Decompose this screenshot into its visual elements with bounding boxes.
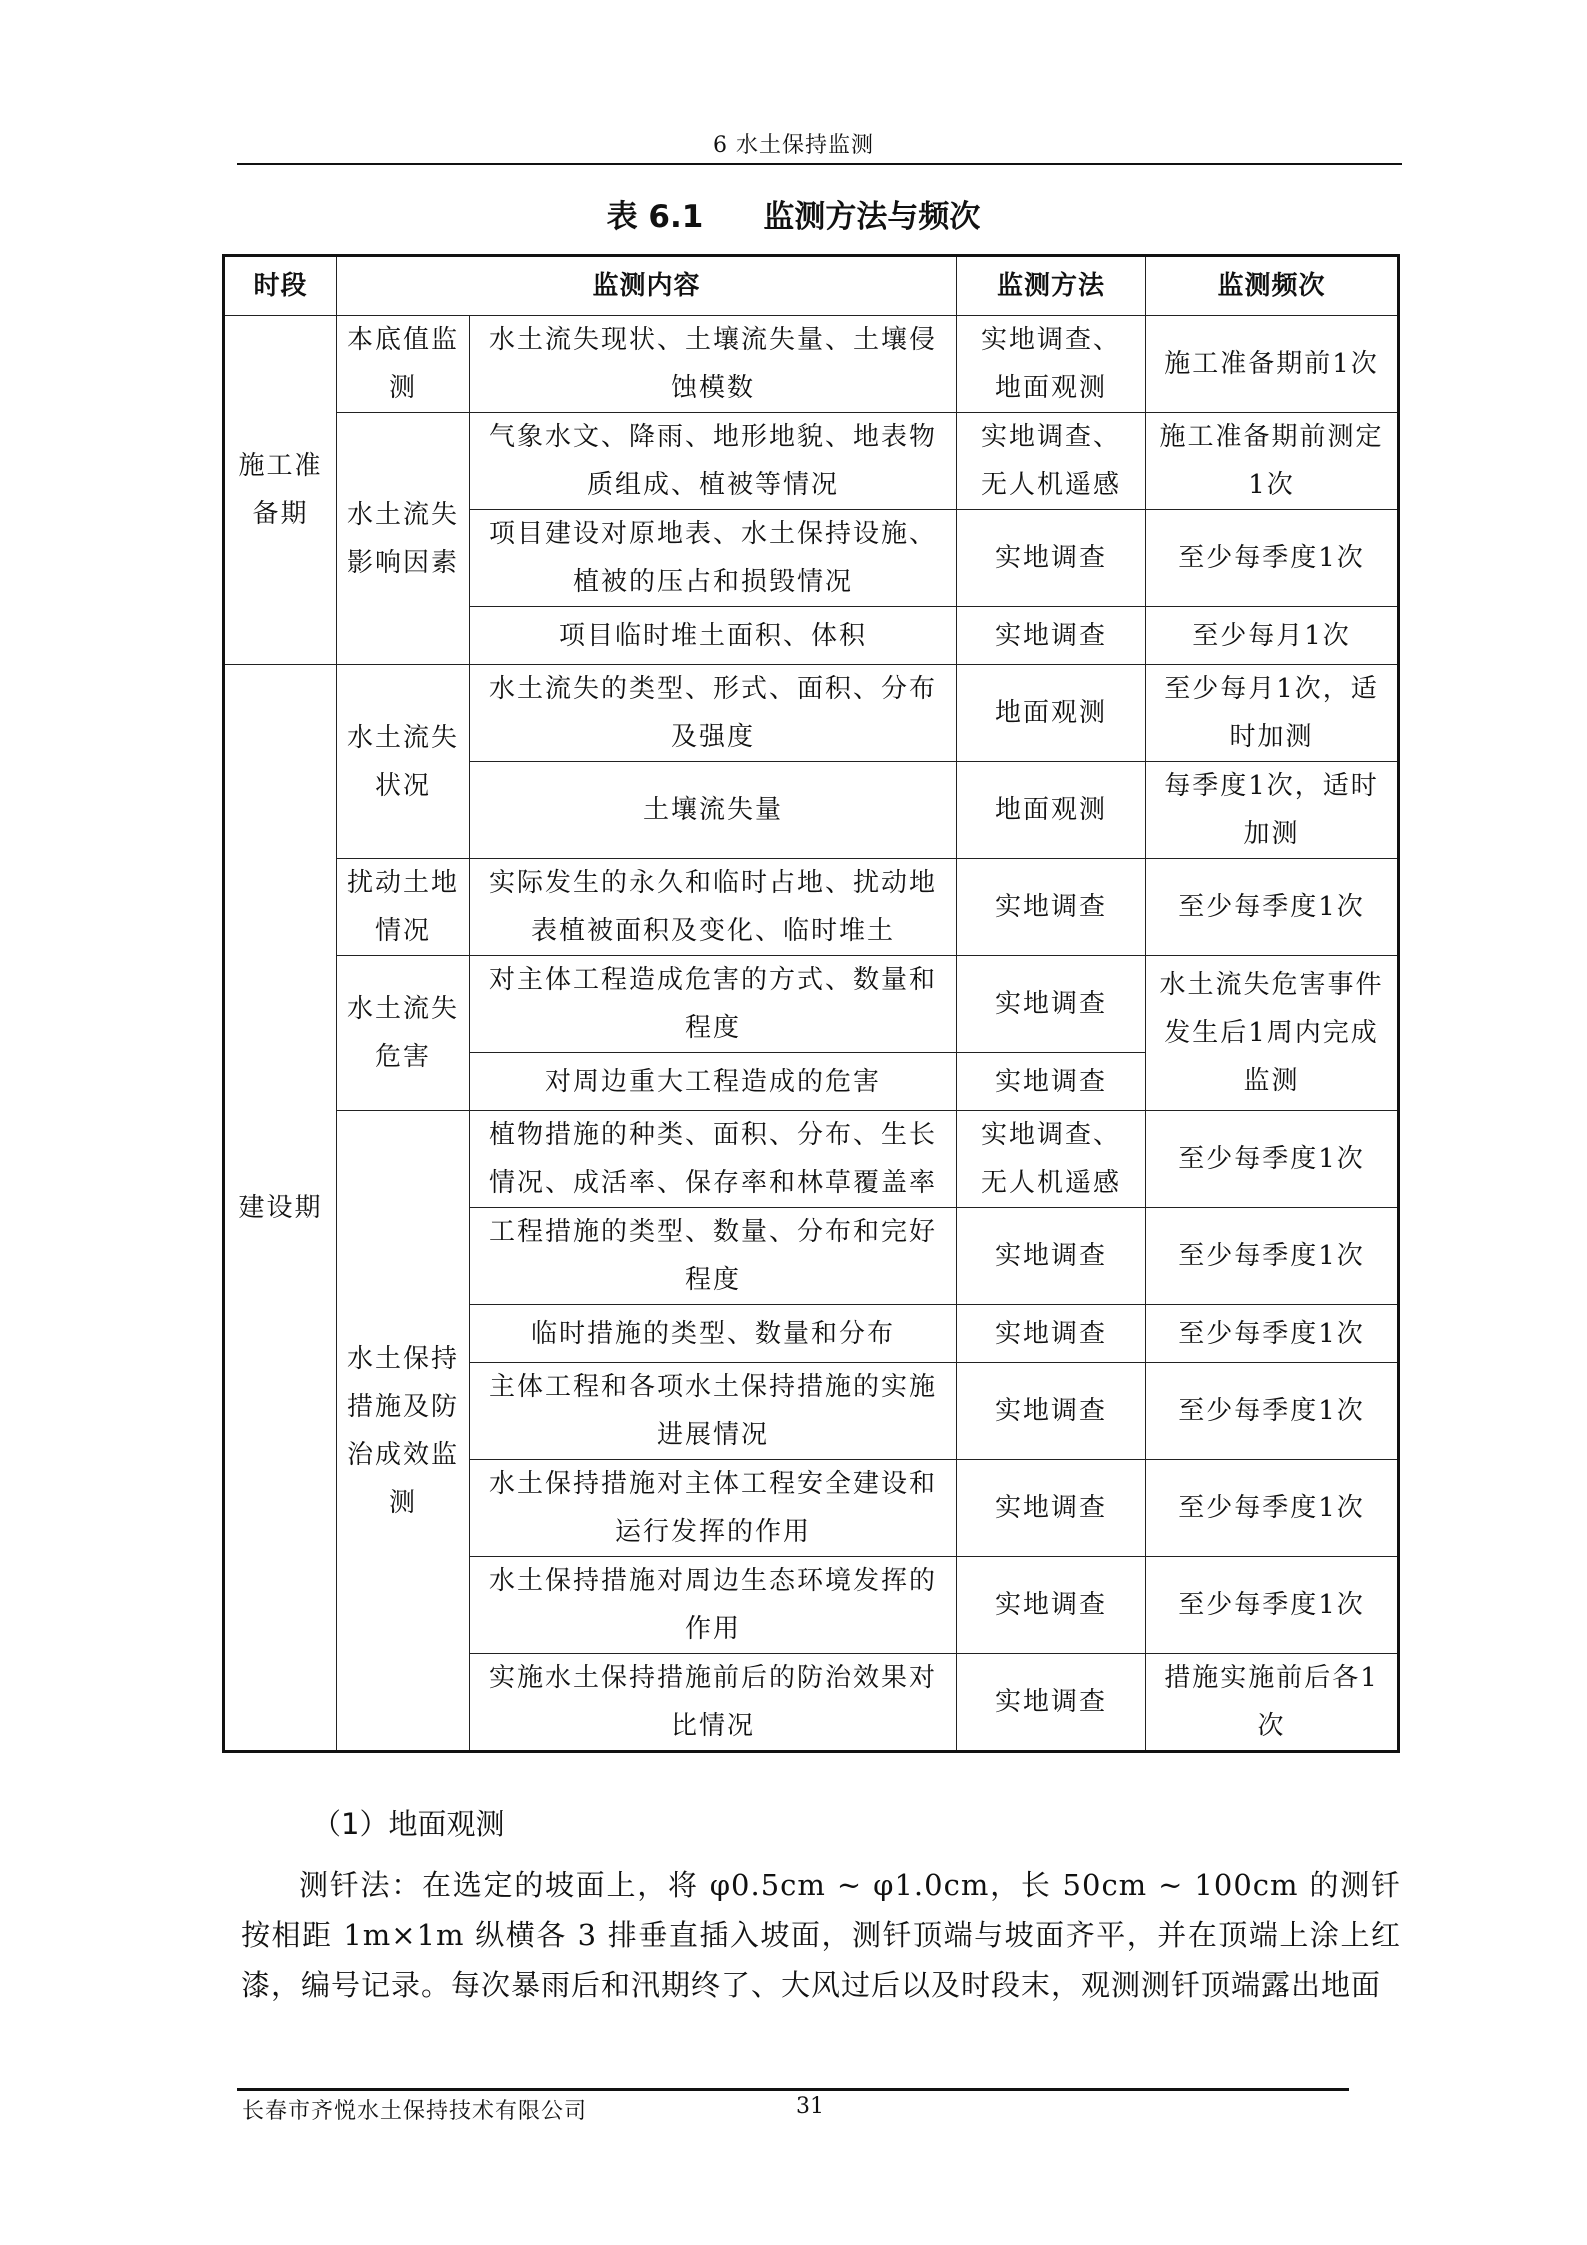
content-cell: 项目建设对原地表、水土保持设施、植被的压占和损毁情况: [470, 510, 957, 607]
footer-company: 长春市齐悦水土保持技术有限公司: [242, 2099, 588, 2124]
table-row: [224, 859, 1399, 956]
header-frequency: 监测频次: [1146, 256, 1399, 316]
method-cell: 实地调查: [957, 956, 1146, 1053]
method-cell: 实地调查: [957, 510, 1146, 607]
running-header: 6 水土保持监测: [713, 133, 874, 158]
method-cell: 实地调查、地面观测: [957, 316, 1146, 413]
content-cell: 土壤流失量: [470, 762, 957, 859]
content-cell: 主体工程和各项水土保持措施的实施进展情况: [470, 1363, 957, 1460]
frequency-cell: 至少每季度1次: [1146, 859, 1399, 956]
content-cell: 气象水文、降雨、地形地貌、地表物质组成、植被等情况: [470, 413, 957, 510]
method-cell: 实地调查: [957, 1557, 1146, 1654]
header-content: 监测内容: [337, 256, 957, 316]
table-title: [0, 191, 1587, 236]
header-period: 时段: [224, 256, 337, 316]
table-row: [224, 1111, 1399, 1208]
method-cell: 实地调查: [957, 1305, 1146, 1363]
frequency-cell: 至少每季度1次: [1146, 1363, 1399, 1460]
content-cell: 对主体工程造成危害的方式、数量和程度: [470, 956, 957, 1053]
frequency-cell: 至少每季度1次: [1146, 1557, 1399, 1654]
method-cell: 实地调查: [957, 859, 1146, 956]
period-build: 建设期: [224, 665, 337, 1752]
content-cell: 对周边重大工程造成的危害: [470, 1053, 957, 1111]
method-cell: 实地调查、无人机遥感: [957, 1111, 1146, 1208]
method-cell: 实地调查: [957, 1208, 1146, 1305]
content-cell: 水土流失的类型、形式、面积、分布及强度: [470, 665, 957, 762]
footer-rule: [237, 2088, 1349, 2091]
table-row: [224, 956, 1399, 1053]
frequency-cell: 至少每月1次: [1146, 607, 1399, 665]
header-method: 监测方法: [957, 256, 1146, 316]
content-cell: 工程措施的类型、数量、分布和完好程度: [470, 1208, 957, 1305]
page-number: 31: [796, 2094, 824, 2119]
table-row: [224, 413, 1399, 510]
frequency-cell: 至少每月1次，适时加测: [1146, 665, 1399, 762]
content-cell: 植物措施的种类、面积、分布、生长情况、成活率、保存率和林草覆盖率: [470, 1111, 957, 1208]
method-cell: 地面观测: [957, 665, 1146, 762]
frequency-cell: 施工准备期前1次: [1146, 316, 1399, 413]
content-cell: 水土保持措施对主体工程安全建设和运行发挥的作用: [470, 1460, 957, 1557]
method-cell: 实地调查: [957, 607, 1146, 665]
group-disturb: 扰动土地情况: [337, 859, 470, 956]
monitoring-table: [222, 254, 1400, 1753]
content-cell: 临时措施的类型、数量和分布: [470, 1305, 957, 1363]
method-cell: 地面观测: [957, 762, 1146, 859]
content-cell: 实施水土保持措施前后的防治效果对比情况: [470, 1654, 957, 1752]
table-number: 表 6.1: [606, 199, 704, 235]
group-harm: 水土流失危害: [337, 956, 470, 1111]
content-cell: 项目临时堆土面积、体积: [470, 607, 957, 665]
group-baseline: 本底值监测: [337, 316, 470, 413]
method-cell: 实地调查: [957, 1654, 1146, 1752]
body-paragraph: 测钎法：在选定的坡面上，将 φ0.5cm ~ φ1.0cm，长 50cm ~ 100cm 的测钎按相距 1m×1m 纵横各 3 排垂直插入坡面，测钎顶端与坡面齐平，并在顶端上涂上红漆，编号记录。每次暴雨后和汛期终了、大风过后以及时段末，观测测钎顶端露出地面: [241, 1868, 1401, 2002]
frequency-cell: 施工准备期前测定1次: [1146, 413, 1399, 510]
method-cell: 实地调查: [957, 1363, 1146, 1460]
table-header-row: [224, 256, 1399, 316]
group-measures: 水土保持措施及防治成效监测: [337, 1111, 470, 1752]
frequency-cell: 措施实施前后各1次: [1146, 1654, 1399, 1752]
frequency-cell: 至少每季度1次: [1146, 1460, 1399, 1557]
header-rule: [237, 163, 1402, 165]
frequency-cell: 至少每季度1次: [1146, 510, 1399, 607]
group-status: 水土流失状况: [337, 665, 470, 859]
frequency-cell: 至少每季度1次: [1146, 1111, 1399, 1208]
content-cell: 水土流失现状、土壤流失量、土壤侵蚀模数: [470, 316, 957, 413]
table-row: [224, 316, 1399, 413]
group-factors: 水土流失影响因素: [337, 413, 470, 665]
method-cell: 实地调查: [957, 1460, 1146, 1557]
method-cell: 实地调查: [957, 1053, 1146, 1111]
period-prep: 施工准备期: [224, 316, 337, 665]
content-cell: 水土保持措施对周边生态环境发挥的作用: [470, 1557, 957, 1654]
frequency-cell: 水土流失危害事件发生后1周内完成监测: [1146, 956, 1399, 1111]
frequency-cell: 至少每季度1次: [1146, 1305, 1399, 1363]
table-row: [224, 665, 1399, 762]
method-cell: 实地调查、无人机遥感: [957, 413, 1146, 510]
table-caption: 监测方法与频次: [763, 199, 981, 235]
section-heading: （1）地面观测: [312, 1807, 505, 1841]
content-cell: 实际发生的永久和临时占地、扰动地表植被面积及变化、临时堆土: [470, 859, 957, 956]
frequency-cell: 至少每季度1次: [1146, 1208, 1399, 1305]
frequency-cell: 每季度1次，适时加测: [1146, 762, 1399, 859]
